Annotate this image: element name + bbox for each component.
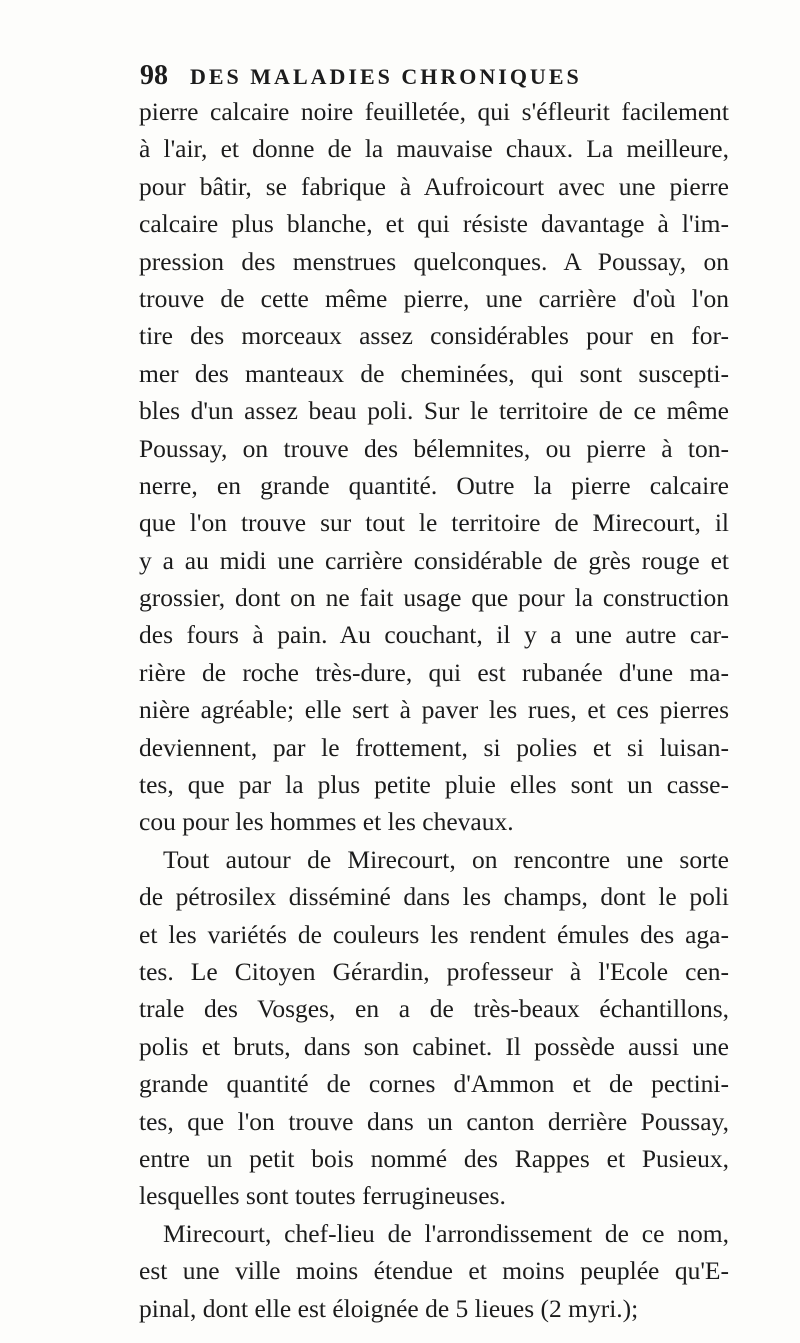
text-line: y a au midi une carrière considérable de grès rouge et (139, 545, 729, 575)
text-line: Mirecourt, chef-lieu de l'arrondissement de ce nom, (163, 1218, 729, 1248)
text-line: tes, que l'on trouve dans un canton derrière Poussay, (139, 1106, 729, 1136)
text-line: entre un petit bois nommé des Rappes et Pusieux, (139, 1143, 729, 1173)
text-line: pinal, dont elle est éloignée de 5 lieues (2 myri.); (139, 1293, 639, 1323)
running-header (140, 60, 700, 90)
text-line: mer des manteaux de cheminées, qui sont suscepti- (139, 358, 729, 388)
text-line: nerre, en grande quantité. Outre la pierre calcaire (139, 470, 729, 500)
text-line: cou pour les hommes et les chevaux. (139, 807, 514, 837)
text-line: nière agréable; elle sert à paver les rues, et ces pierres (139, 695, 729, 725)
text-line: à l'air, et donne de la mauvaise chaux. La meilleure, (139, 134, 729, 164)
text-line: polis et bruts, dans son cabinet. Il possède aussi une (139, 1031, 729, 1061)
text-line: tes, que par la plus petite pluie elles sont un casse- (139, 770, 729, 800)
text-line: grossier, dont on ne fait usage que pour la construction (139, 583, 729, 613)
text-line: pour bâtir, se fabrique à Aufroicourt avec une pierre (139, 171, 729, 201)
text-line: calcaire plus blanche, et qui résiste davantage à l'im- (139, 209, 729, 239)
text-line: de pétrosilex disséminé dans les champs, dont le poli (139, 882, 729, 912)
running-title: DES MALADIES CHRONIQUES (190, 64, 582, 89)
text-line: que l'on trouve sur tout le territoire de Mirecourt, il (139, 508, 729, 538)
text-line: Poussay, on trouve des bélemnites, ou pierre à ton- (139, 433, 729, 463)
text-line: pression des menstrues quelconques. A Poussay, on (139, 246, 729, 276)
text-line: bles d'un assez beau poli. Sur le territoire de ce même (139, 396, 729, 426)
text-line: rière de roche très-dure, qui est rubanée d'une ma- (139, 657, 729, 687)
text-line: lesquelles sont toutes ferrugineuses. (139, 1181, 506, 1211)
text-line: deviennent, par le frottement, si polies et si luisan- (139, 732, 729, 762)
text-line: et les variétés de couleurs les rendent émules des aga- (139, 919, 729, 949)
text-line: grande quantité de cornes d'Ammon et de pectini- (139, 1069, 729, 1099)
page-number: 98 (140, 60, 168, 91)
text-line: trale des Vosges, en a de très-beaux échantillons, (139, 994, 729, 1024)
text-line: Tout autour de Mirecourt, on rencontre une sorte (163, 844, 729, 874)
text-line: des fours à pain. Au couchant, il y a une autre car- (139, 620, 729, 650)
text-line: pierre calcaire noire feuilletée, qui s'éfleurit facilement (139, 97, 729, 126)
text-line: tes. Le Citoyen Gérardin, professeur à l'Ecole cen- (139, 956, 729, 986)
text-line: trouve de cette même pierre, une carrière d'où l'on (139, 283, 729, 313)
text-line: tire des morceaux assez considérables pour en for- (139, 321, 729, 351)
text-line: est une ville moins étendue et moins peuplée qu'E- (139, 1256, 729, 1286)
body-text (139, 93, 729, 1327)
